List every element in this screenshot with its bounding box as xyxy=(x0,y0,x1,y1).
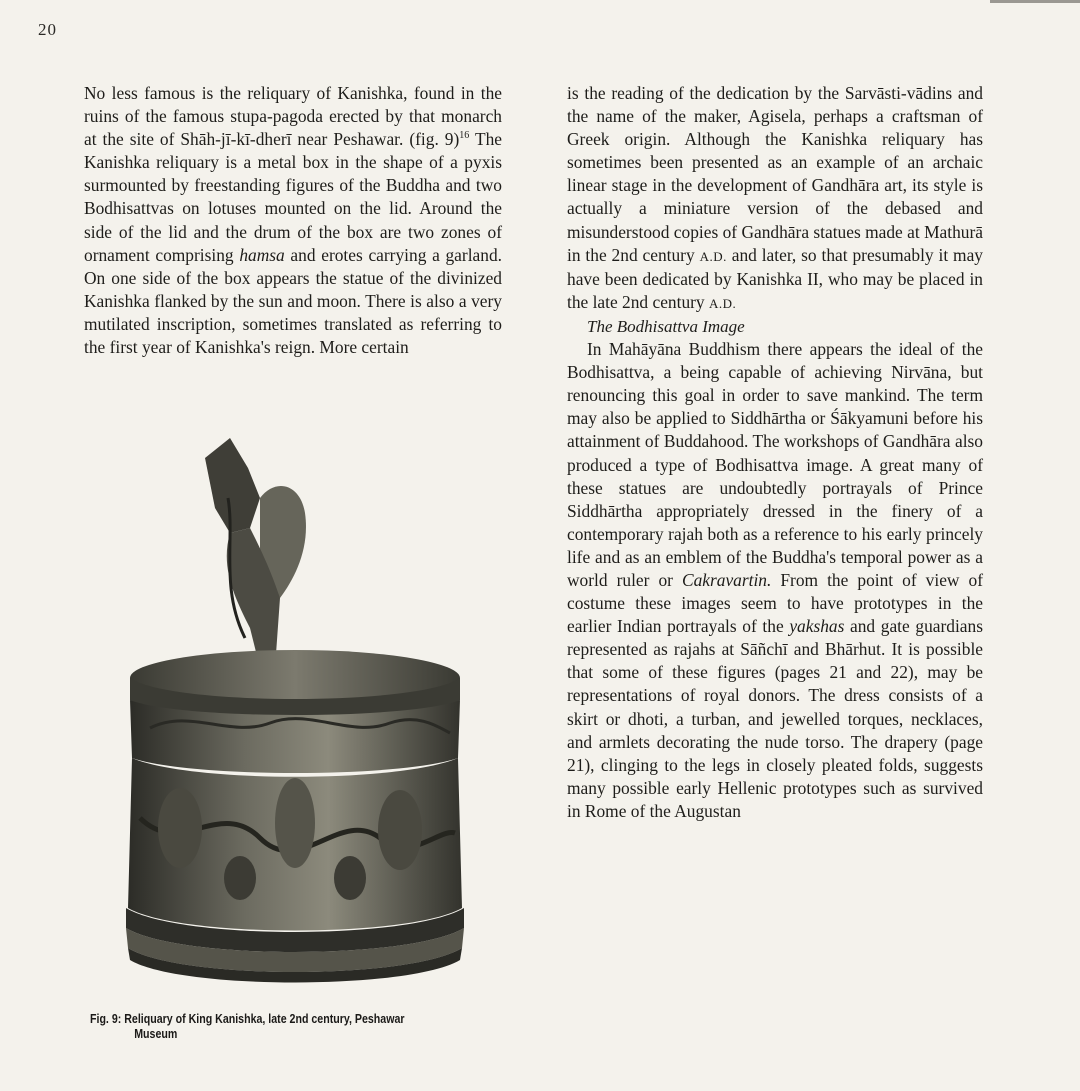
figure-caption xyxy=(90,1012,447,1042)
reliquary-illustration xyxy=(110,438,480,998)
paragraph-continuation: is the reading of the dedication by the Sarvāsti-vādins and the name of the maker, Agisela, perhaps a craftsman of Greek origin. Although the Kanishka reliquary has sometimes been presented as an example of an archaic linear stage in the development of Gandhāra art, its style is actually a miniature version of the debased and misunderstood copies of Gandhāra statues made at Mathurā in the 2nd century A.D. and later, so that presumably it may have been dedicated by Kanishka II, who may be placed in the late 2nd century A.D. xyxy=(567,83,983,312)
era-abbrev-2: A.D. xyxy=(708,295,737,311)
term-hamsa: hamsa xyxy=(239,244,285,265)
lid-figures xyxy=(205,438,306,686)
reliquary-lid xyxy=(130,650,460,773)
left-text-column xyxy=(84,82,502,359)
right-text-column xyxy=(567,82,983,823)
top-edge-rule xyxy=(990,0,1080,3)
paragraph-bodhisattva: In Mahāyāna Buddhism there appears the ideal of the Bodhisattva, a being capable of achieving Nirvāna, but renouncing this goal in order to save mankind. The term may also be applied to Siddhārtha or Śākyamuni before his attainment of Buddahood. The workshops of Gandhāra also produced a type of Bodhisattva image. A great many of these statues are undoubtedly portrayals of Prince Siddhārtha appropriately dressed in the finery of a contemporary rajah both as a reference to his early princely life and as an emblem of the Buddha's temporal power as a world ruler or Cakravartin. From the point of view of costume these images seem to have prototypes in the earlier Indian portrayals of the yakshas and gate guardians represented as rajahs at Sāñchī and Bhārhut. It is possible that some of these figures (pages 21 and 22), may be representations of royal donors. The dress consists of a skirt or dhoti, a turban, and jewelled torques, necklaces, and armlets decorating the nude torso. The drapery (page 21), clinging to the legs in closely pleated folds, suggests many possible early Hellenic prototypes such as survived in Rome of the Augustan xyxy=(567,339,983,821)
page-number: 20 xyxy=(38,20,57,39)
reliquary-drum xyxy=(128,758,462,931)
era-abbrev-1: A.D. xyxy=(699,248,727,264)
figure-reliquary-photo xyxy=(110,438,480,998)
footnote-marker: 16 xyxy=(459,130,470,142)
term-yakshas: yakshas xyxy=(789,616,845,637)
section-heading: The Bodhisattva Image xyxy=(587,316,745,336)
caption-line-2: Museum xyxy=(134,1027,178,1041)
caption-line-1: Fig. 9: Reliquary of King Kanishka, late 2nd century, Peshawar xyxy=(90,1012,405,1026)
paragraph-kanishka-reliquary: No less famous is the reliquary of Kanishka, found in the ruins of the famous stupa-pagoda erected by that monarch at the site of Shāh-jī-kī-dherī near Peshawar. (fig. 9)$^{16}$ The Kanishka reliquary is a metal box in the shape of a pyxis surmounted by freestanding figures of the Buddha and two Bodhisattvas on lotuses mounted on the lid. Around the side of the lid and the drum of the box are two zones of ornament comprising hamsa and erotes carrying a garland. On one side of the box appears the statue of the divinized Kanishka flanked by the sun and moon. There is also a very mutilated inscription, sometimes translated as referring to the first year of Kanishka's reign. More certain xyxy=(84,83,502,358)
term-cakravartin: Cakravartin. xyxy=(681,569,772,590)
